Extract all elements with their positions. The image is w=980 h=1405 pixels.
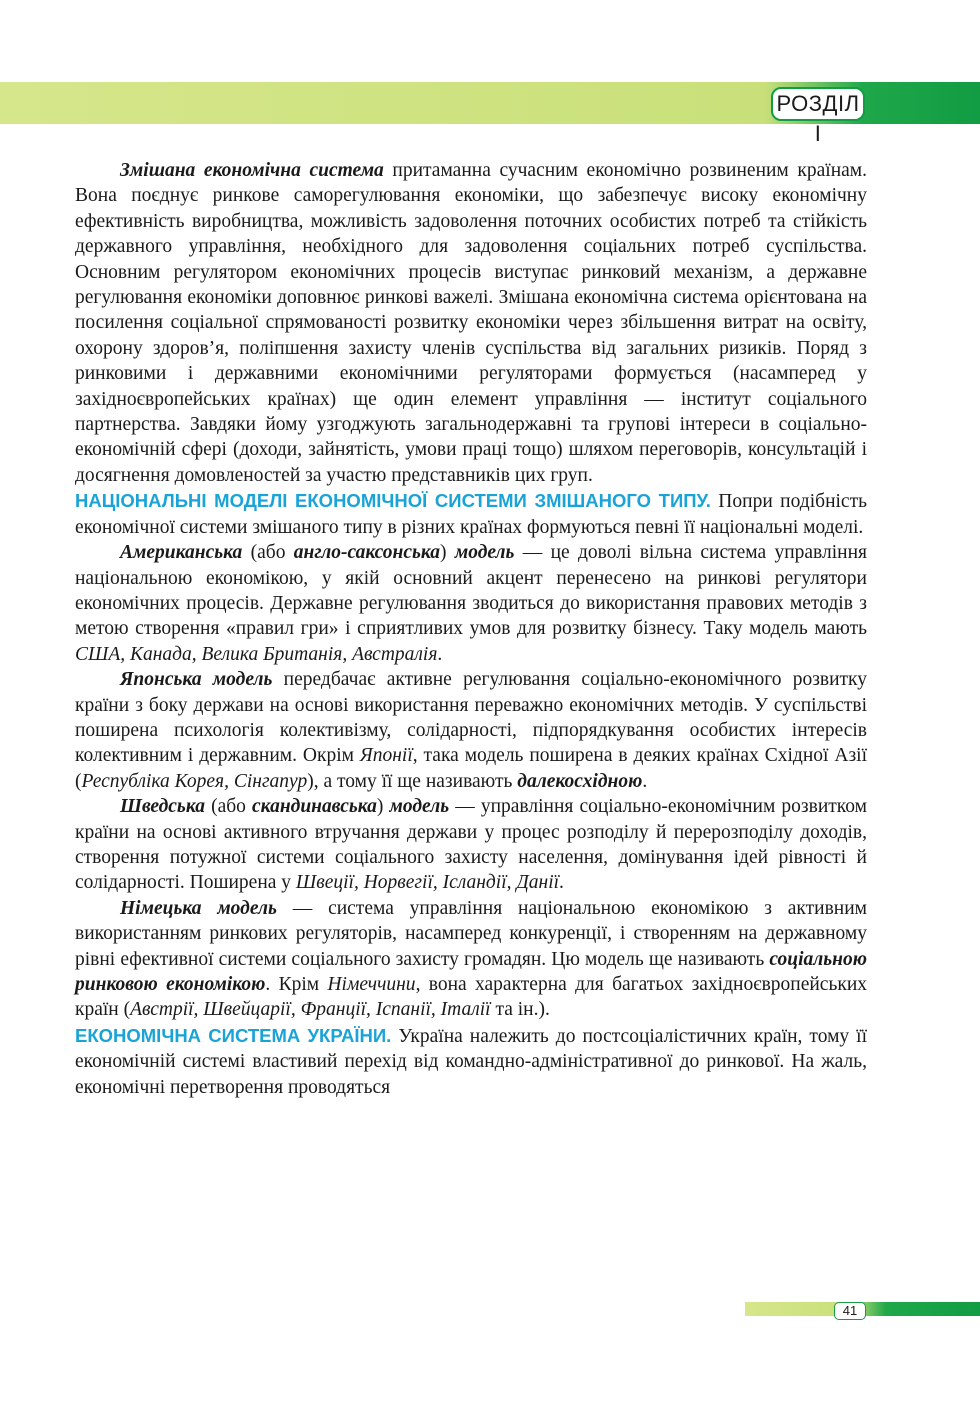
- countries-list: Швеції, Норвегії, Ісландії, Данії: [295, 872, 560, 894]
- term-japanese-model: Японська модель: [120, 669, 273, 691]
- paragraph-text: , вона характерна для багатьох західноєвропейських країн (: [75, 974, 868, 1021]
- paragraph-text: (або: [242, 542, 294, 564]
- paragraph-text: передбачає активне регулювання соціально-економічного розвитку країни з боку держави на основі використання переважно економічних методів. У суспільстві поширена психологія колективізму, солідарності, підпорядкування особистих інтересів колективним і державним. Окрім: [75, 669, 868, 767]
- paragraph-text: — управління соціально-економічним розвитком країни на основі активного втручання держави у процес розподілу й перерозподілу доходів, створення потужної системи соціального захисту населення, домінування ідей рівності й солідарності. Поширена у: [75, 796, 867, 894]
- term-mixed-economy: Змішана економічна система: [120, 160, 384, 181]
- paragraph-text: (або: [205, 796, 253, 818]
- chapter-label: РОЗДІЛ І: [771, 87, 865, 121]
- paragraph-american-model: [75, 540, 867, 667]
- paragraph-text: Україна належить до постсоціалістичних країн, тому її економічній системі властивий перехід від командно-адміністративної до ринкової. На жаль, економічні перетворення проводяться: [75, 1025, 867, 1098]
- paragraph-mixed-system: [75, 158, 867, 488]
- section-heading-ukraine: ЕКОНОМІЧНА СИСТЕМА УКРАЇНИ.: [75, 1024, 392, 1046]
- paragraph-text: .: [437, 643, 443, 665]
- paragraph-text: — система управління національною економікою з активним використанням ринкових регуляторів, насамперед конкуренції, і створенням на державному рівні ефективної системи соціального захисту громадян. Цю модель ще називають: [75, 897, 867, 970]
- paragraph-text: ): [440, 542, 455, 564]
- paragraph-swedish-model: [75, 794, 867, 896]
- term-far-eastern: далекосхідною: [517, 770, 643, 792]
- paragraph-national-models: [75, 488, 867, 540]
- term-scandinavian: скандинавська: [252, 796, 377, 818]
- paragraph-text: . Крім: [265, 974, 328, 995]
- paragraph-text: — це доволі вільна система управління національною економікою, у якій основний акцент перенесено на ринкові регулятори економічних процесів. Державне регулювання зводиться до використання правових методів з метою створення «правил гри» і сприятливих умов для розвитку бізнесу. Таку модель мають: [75, 542, 867, 640]
- paragraph-ukraine-system: [75, 1023, 867, 1100]
- paragraph-japanese-model: [75, 667, 867, 794]
- country-name: Німеччини: [327, 974, 416, 995]
- paragraph-text: притаманна сучасним економічно розвиненим країнам. Вона поєднує ринкове саморегулювання економіки, що забезпечує високу економічну ефективність виробництва, можливість задоволення поточних особистих потреб та стійкість державного управління, необхідного для задоволення соціальних потреб суспільства. Основним регулятором економічних процесів виступає ринковий механізм, а державне регулювання економіки доповнює ринкові важелі. Змішана економічна система орієнтована на посилення соціальної спрямованості розвитку економіки через збільшення витрат на освіту, охорону здоров’я, поліпшення захисту членів суспільства від загальних ризиків. Поряд з ринковими і державними економічними регуляторами формується (насамперед у західноєвропейських країнах) ще один елемент управління — інститут соціального партнерства. Завдяки йому узгоджують загальнодержавні та групові інтереси в соціально-економічній сфері (доходи, зайнятість, умови праці тощо) шляхом переговорів, консультацій і досягнення домовленостей за участю представників цих груп.: [75, 160, 867, 486]
- term-american: Американська: [120, 542, 243, 564]
- term-swedish: Шведська: [120, 796, 205, 818]
- country-name: Японії: [359, 745, 413, 767]
- paragraph-text: та ін.).: [490, 999, 550, 1021]
- countries-list: Республіка Корея, Сінгапур: [81, 770, 308, 792]
- section-heading-national-models: НАЦІОНАЛЬНІ МОДЕЛІ ЕКОНОМІЧНОЇ СИСТЕМИ ЗМІШАНОГО ТИПУ.: [75, 490, 711, 512]
- term-social-market-economy: соціальною ринковою економікою: [75, 948, 867, 995]
- paragraph-text: ): [376, 796, 390, 818]
- paragraph-text: Попри подібність економічної системи змішаного типу в різних країнах формуються певні її національні моделі.: [75, 491, 867, 538]
- countries-list: США, Канада, Велика Британія, Австралія: [75, 643, 438, 665]
- paragraph-text: , така модель поширена в деяких країнах Східної Азії (: [75, 745, 868, 792]
- paragraph-text: ), а тому її ще називають: [307, 770, 518, 792]
- main-text: [75, 158, 867, 1100]
- term-german-model: Німецька модель: [120, 897, 277, 919]
- countries-list: Австрії, Швейцарії, Франції, Іспанії, Італії: [130, 999, 491, 1021]
- term-anglo-saxon: англо-саксонська: [293, 542, 441, 564]
- page-number: 41: [834, 1302, 866, 1320]
- paragraph-german-model: [75, 896, 867, 1023]
- term-model: модель: [389, 796, 450, 818]
- paragraph-text: .: [559, 872, 564, 894]
- paragraph-text: .: [642, 770, 648, 792]
- term-model: модель: [454, 542, 515, 564]
